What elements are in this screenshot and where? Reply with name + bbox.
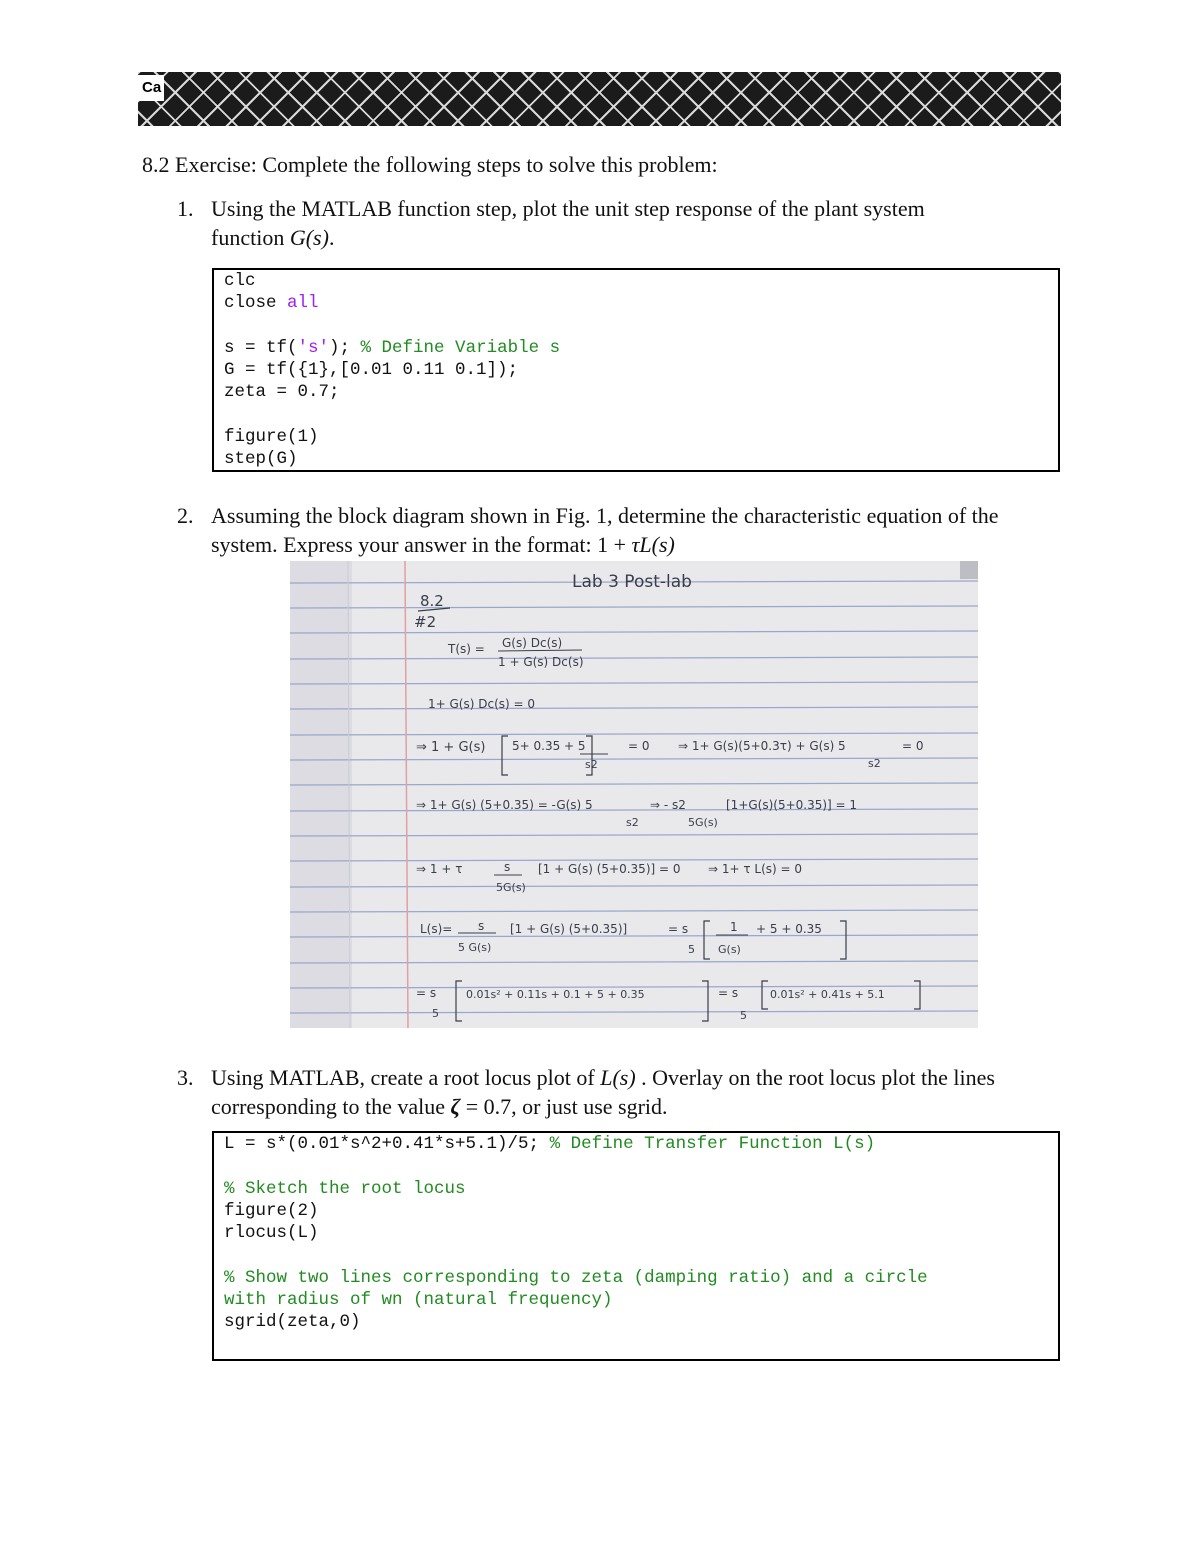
notes-r6c: 5 G(s) — [458, 941, 492, 954]
code-line: figure(2) — [224, 1200, 319, 1221]
notes-r6a: L(s)= — [420, 922, 453, 936]
notes-r6g: 1 — [730, 920, 738, 934]
notes-r6b: s — [478, 919, 485, 933]
header-name-label: Ca — [138, 75, 164, 101]
notes-r4a: ⇒ 1+ G(s) (5+0.35) = -G(s) 5 — [416, 798, 593, 812]
notes-r3e: ⇒ 1+ G(s)(5+0.3τ) + G(s) 5 — [678, 739, 846, 753]
code-comment: % Show two lines corresponding to zeta (damping ratio) and a circle — [224, 1267, 928, 1288]
exercise-intro: 8.2 Exercise: Complete the following steps to solve this problem: — [142, 152, 718, 177]
notes-r4b: s2 — [626, 816, 639, 829]
step-1-number: 1. — [177, 196, 194, 221]
notes-r3d: = 0 — [628, 739, 650, 753]
code-line — [224, 404, 1048, 426]
code-line: clc — [224, 271, 256, 291]
notes-r3b: 5+ 0.35 + 5 — [512, 739, 586, 753]
notes-r3c: s2 — [585, 758, 598, 771]
notes-r6h: G(s) — [718, 943, 741, 956]
notes-r7f: 0.01s² + 0.41s + 5.1 — [770, 988, 885, 1001]
code-line: L = s*(0.01*s^2+0.41*s+5.1)/5; % Define Transfer Function L(s) — [224, 1134, 876, 1154]
notes-section: 8.2 — [420, 592, 444, 610]
step-3-line2: corresponding to the value ζ = 0.7, or just use sgrid. — [211, 1094, 668, 1119]
step-1-line2: function G(s). — [211, 225, 335, 250]
step-2-number: 2. — [177, 503, 194, 528]
step-3-line1: Using MATLAB, create a root locus plot of L(s) . Overlay on the root locus plot the lines — [211, 1065, 995, 1090]
code-line: figure(1) — [224, 427, 319, 448]
notes-title: Lab 3 Post-lab — [572, 572, 692, 592]
notes-r5b: s — [504, 860, 511, 874]
notes-r3g: s2 — [868, 757, 881, 770]
code-comment: % Sketch the root locus — [224, 1178, 466, 1199]
notes-r5a: ⇒ 1 + τ — [416, 862, 463, 876]
step-2-line2: system. Express your answer in the format: 1 + τL(s) — [211, 532, 675, 557]
code-block-step — [212, 268, 1060, 472]
notes-r1a: T(s) = — [448, 642, 485, 656]
notes-r7b: 5 — [432, 1007, 439, 1020]
code-line — [224, 315, 1048, 337]
header-banner — [138, 72, 1061, 126]
code-line: s = tf('s'); % Define Variable s — [224, 337, 561, 358]
code-line: step(G) — [224, 449, 298, 470]
notes-r6i: + 5 + 0.35 — [756, 922, 822, 936]
notes-r5e: ⇒ 1+ τ L(s) = 0 — [708, 862, 803, 876]
notes-r7c: 0.01s² + 0.11s + 0.1 + 5 + 0.35 — [466, 988, 645, 1001]
notes-r6d: [1 + G(s) (5+0.35)] — [510, 922, 628, 936]
code-block-rlocus — [212, 1131, 1060, 1361]
code-comment: with radius of wn (natural frequency) — [224, 1290, 613, 1311]
notes-r7a: = s — [416, 986, 437, 1000]
handwritten-notes-photo — [290, 561, 978, 1028]
notes-r4e: [1+G(s)(5+0.35)] = 1 — [726, 798, 858, 812]
code-line: sgrid(zeta,0) — [224, 1312, 361, 1333]
notes-r6e: = s — [668, 922, 689, 936]
notes-r3f: = 0 — [902, 739, 924, 753]
code-line: zeta = 0.7; — [224, 382, 340, 403]
notes-problem: #2 — [414, 613, 437, 631]
code-line — [224, 1155, 1048, 1177]
notes-r4c: ⇒ - s2 — [650, 798, 686, 812]
notes-r6f: 5 — [688, 943, 695, 956]
code-line: close all — [224, 293, 319, 314]
notes-r7d: = s — [718, 986, 739, 1000]
step-3-number: 3. — [177, 1065, 194, 1090]
notes-r1c: 1 + G(s) Dc(s) — [498, 655, 584, 669]
code-line — [224, 1244, 1048, 1266]
step-1-line1: Using the MATLAB function step, plot the unit step response of the plant system — [211, 196, 925, 221]
code-line: G = tf({1},[0.01 0.11 0.1]); — [224, 360, 519, 381]
notes-r2: 1+ G(s) Dc(s) = 0 — [428, 697, 536, 711]
notes-r4d: 5G(s) — [688, 816, 718, 829]
notes-r5d: [1 + G(s) (5+0.35)] = 0 — [538, 862, 681, 876]
step-2-line1: Assuming the block diagram shown in Fig. 1, determine the characteristic equation of the — [211, 503, 999, 528]
notes-r3a: ⇒ 1 + G(s) — [416, 740, 486, 755]
notes-r7e: 5 — [740, 1009, 747, 1022]
code-line: rlocus(L) — [224, 1223, 319, 1244]
notes-r5c: 5G(s) — [496, 881, 526, 894]
notes-r1b: G(s) Dc(s) — [502, 636, 563, 650]
